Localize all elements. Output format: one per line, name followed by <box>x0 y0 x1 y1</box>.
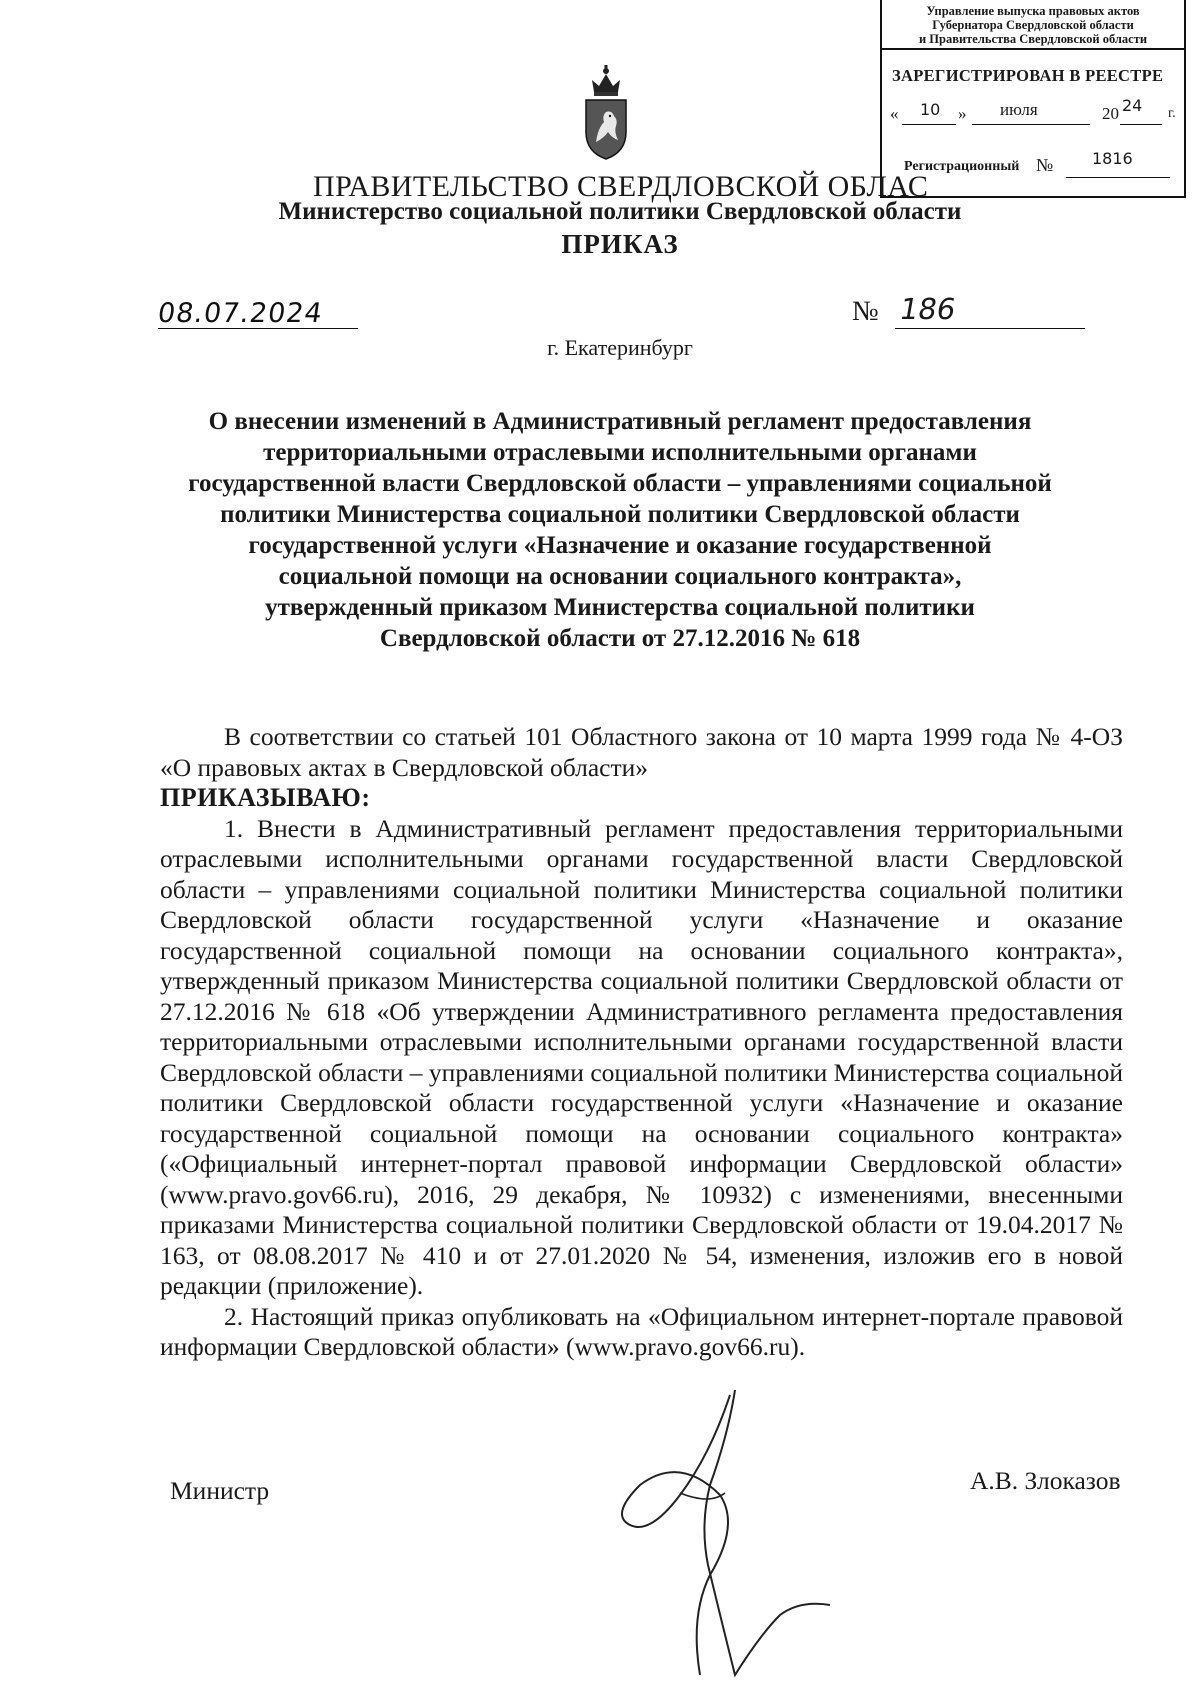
stamp-month: июля <box>1000 100 1038 119</box>
stamp-close-quote: » <box>958 104 967 123</box>
preamble: В соответствии со статьей 101 Областного закона от 10 марта 1999 года № 4-ОЗ «О правовых актах в Свердловской области» <box>160 722 1123 782</box>
subject-line: О внесении изменений в Административный регламент предоставления <box>208 408 1032 435</box>
handwritten-signature <box>560 1375 880 1695</box>
subject-line: политики Министерства социальной политики Свердловской области <box>220 501 1020 528</box>
subject-line: утвержденный приказом Министерства социальной политики <box>265 594 975 621</box>
stamp-day: 10 <box>920 100 941 119</box>
city: г. Екатеринбург <box>547 335 693 360</box>
stamp-header-line: Губернатора Свердловской области <box>932 18 1134 32</box>
coat-of-arms-icon <box>578 62 634 162</box>
stamp-date <box>890 96 1180 128</box>
signer-position: Министр <box>170 1476 270 1505</box>
subject-line: государственной власти Свердловской области – управлениями социальной <box>188 470 1052 497</box>
stamp-header-line: Управление выпуска правовых актов <box>926 4 1140 18</box>
government-title: ПРАВИТЕЛЬСТВО СВЕРДЛОВСКОЙ ОБЛАС <box>313 170 929 203</box>
stamp-number-line <box>1066 177 1170 178</box>
order-date: 08.07.2024 <box>155 298 325 329</box>
subject-line: государственной услуги «Назначение и оказание государственной <box>248 532 992 559</box>
order-body <box>160 722 1123 1363</box>
date-underline <box>158 328 358 329</box>
stamp-year-line <box>1120 124 1162 125</box>
stamp-day-line <box>902 124 956 125</box>
stamp-reg-number <box>904 149 1184 181</box>
stamp-year-prefix: 20 <box>1102 104 1119 123</box>
stamp-header <box>882 0 1184 50</box>
stamp-registered-label: ЗАРЕГИСТРИРОВАН В РЕЕСТРЕ <box>892 66 1164 85</box>
ministry-title: Министерство социальной политики Свердловской области <box>278 198 962 225</box>
order-number: 186 <box>897 292 959 326</box>
stamp-open-quote: « <box>890 104 899 123</box>
item-1: 1. Внести в Административный регламент предоставления территориальными отраслевыми исполнительными органами государственной власти Свердловской области – управлениями социальной политики Министерства социальной политики Свердловской области государственной услуги «Назначение и оказание государственной социальной помощи на основании социального контракта», утвержденный приказом Министерства социальной политики Свердловской области от 27.12.2016 № 618 «Об утверждении Административного регламента предоставления территориальными отраслевыми исполнительными органами государственной власти Свердловской области – управлениями социальной политики Министерства социальной политики Свердловской области государственной услуги «Назначение и оказание государственной социальной помощи на основании социального контракта» («Официальный интернет-портал правовой информации Свердловской области» (www.pravo.gov66.ru), 2016, 29 декабря, № 10932) с изменениями, внесенными приказами Министерства социальной политики Свердловской области от 19.04.2017 № 163, от 08.08.2017 № 410 и от 27.01.2020 № 54, изменения, изложив его в новой редакции (приложение). <box>160 813 1123 1300</box>
stamp-year-abbrev: г. <box>1168 106 1176 121</box>
subject-line: социальной помощи на основании социального контракта», <box>278 563 962 590</box>
document-type: ПРИКАЗ <box>561 229 679 259</box>
subject-line: территориальными отраслевыми исполнительными органами <box>263 439 977 466</box>
signer-name: А.В. Злоказов <box>970 1466 1121 1495</box>
order-subject <box>150 406 1090 654</box>
subject-line: Свердловской области от 27.12.2016 № 618 <box>379 625 861 652</box>
number-underline <box>895 328 1085 329</box>
order-number-label: № <box>852 296 879 327</box>
stamp-reg-number-value: 1816 <box>1092 149 1133 168</box>
registration-stamp <box>880 0 1186 198</box>
stamp-year-suffix: 24 <box>1122 96 1143 115</box>
stamp-header-line: и Правительства Свердловской области <box>918 32 1148 46</box>
stamp-reg-label: Регистрационный <box>904 159 1020 174</box>
stamp-month-line <box>972 124 1090 125</box>
item-2: 2. Настоящий приказ опубликовать на «Официальном интернет-портале правовой информации Свердловской области» (www.pravo.gov66.ru). <box>160 1301 1123 1361</box>
order-word: ПРИКАЗЫВАЮ: <box>160 783 371 812</box>
stamp-number-sign: № <box>1036 155 1054 175</box>
